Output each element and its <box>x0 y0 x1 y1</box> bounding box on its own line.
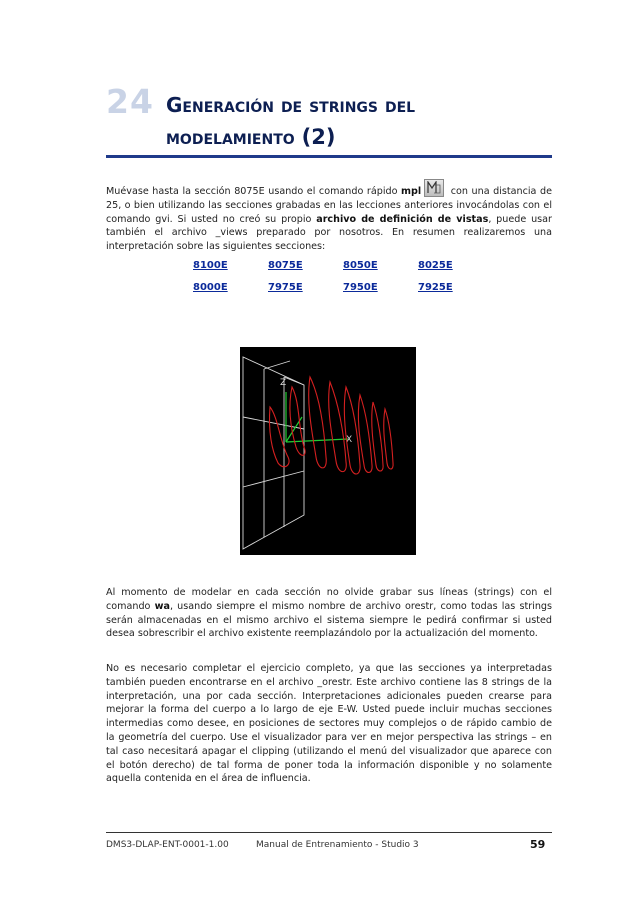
section-link-7950e[interactable]: 7950E <box>343 282 378 293</box>
3d-viewer-screenshot <box>240 347 416 555</box>
chapter-title-number: (2) <box>301 125 336 149</box>
section-link-7925e[interactable]: 7925E <box>418 282 453 293</box>
section-link-8100e[interactable]: 8100E <box>193 260 228 271</box>
axis-gizmo <box>280 378 352 445</box>
chapter-title-line2-text: modelamiento <box>166 125 302 149</box>
intro-text-1: Muévase hasta la sección 8075E usando el comando rápido <box>106 186 402 197</box>
footer-doc-id: DMS3-DLAP-ENT-0001-1.00 <box>106 840 229 850</box>
mpl-toolbar-icon[interactable] <box>424 179 444 197</box>
para2-text-2: , usando siempre el mismo nombre de archivo orestr, como todas las strings serán almacenadas en el mismo archivo el sistema siempre le pedirá confirmar si usted desea sobrescribir el archivo existente reemplazándolo por la actualización del momento. <box>106 600 552 640</box>
section-links <box>193 260 493 304</box>
intro-text-3: , puede usar también el archivo _views preparado por nosotros. En resumen realizaremos una interpretación sobre las siguientes secciones: <box>106 213 552 253</box>
page-number: 59 <box>530 838 546 851</box>
mpl-command: mpl <box>401 186 422 197</box>
intro-text-2: con una distancia de 25, o bien utilizando las secciones grabadas en las lecciones anteriores invocándolas con el comando gvi. Si usted no creó su propio <box>106 186 552 225</box>
footer-rule <box>106 832 552 833</box>
intro-paragraph <box>106 179 552 254</box>
wa-command: wa <box>154 600 170 612</box>
paragraph-orestr-file: No es necesario completar el ejercicio completo, ya que las secciones ya interpretadas también pueden encontrarse en el archivo _orestr. Este archivo contiene las 8 strings de la interpretación, una por cada sección. Interpretaciones adicionales pueden crearse para mejorar la forma del cuerpo a lo largo de eje E-W. Usted puede incluir muchas secciones intermedias como desee, en posiciones de sectores muy complejos o de rápido cambio de la geometría del cuerpo. Use el visualizador para ver en mejor perspectiva las strings – en tal caso necesitará apagar el clipping (utilizando el menú del visualizador que aparece con el botón derecho) de tal forma de poner toda la información disponible y no solamente aquella contenida en el área de influencia. <box>106 663 552 785</box>
chapter-title <box>166 90 415 154</box>
axis-z-label: Z <box>280 378 287 388</box>
paragraph-saving-strings <box>106 586 552 641</box>
section-link-7975e[interactable]: 7975E <box>268 282 303 293</box>
title-rule <box>106 155 552 158</box>
section-link-8000e[interactable]: 8000E <box>193 282 228 293</box>
para2-text-1: Al momento de modelar en cada sección no olvide grabar sus líneas (strings) con el comando <box>106 587 552 612</box>
chapter-title-line1: Generación de strings del <box>166 93 416 117</box>
chapter-number: 24 <box>106 82 154 121</box>
section-link-8050e[interactable]: 8050E <box>343 260 378 271</box>
footer-manual-title: Manual de Entrenamiento - Studio 3 <box>256 840 419 850</box>
axis-x-label: X <box>346 435 353 445</box>
section-link-8075e[interactable]: 8075E <box>268 260 303 271</box>
views-file-term: archivo de definición de vistas <box>316 213 489 225</box>
section-link-8025e[interactable]: 8025E <box>418 260 453 271</box>
chapter-title-line2 <box>166 122 415 154</box>
section-links-row <box>193 260 493 271</box>
viewer-graphic <box>240 347 416 555</box>
section-links-row <box>193 282 493 293</box>
